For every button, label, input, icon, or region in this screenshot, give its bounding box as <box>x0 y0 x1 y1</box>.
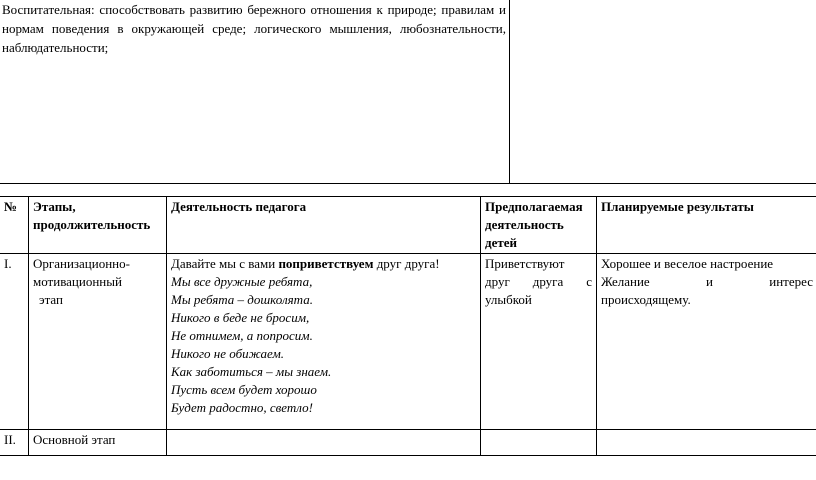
poem-line: Будет радостно, светло! <box>171 400 313 415</box>
results-line: происходящему. <box>601 292 691 307</box>
row-stage <box>29 254 167 430</box>
row-children <box>481 430 597 456</box>
poem-line: Пусть всем будет хорошо <box>171 382 317 397</box>
header-teacher: Деятельность педагога <box>167 197 481 254</box>
children-line: Приветствуют <box>485 256 565 271</box>
stage-text: Организационно-мотивационный <box>33 256 130 289</box>
poem-line: Как заботиться – мы знаем. <box>171 364 332 379</box>
goals-table <box>0 0 816 184</box>
row-results <box>597 430 816 456</box>
results-line: Хорошее и веселое настроение <box>601 256 774 271</box>
teacher-intro-bold: поприветствуем <box>278 256 374 271</box>
goal-text: Воспитательная: способствовать развитию бережного отношения к природе; правилам и нормам поведения в окружающей среде; логического мышления, любознательности, наблюдательности; <box>2 2 506 55</box>
poem-line: Никого в беде не бросим, <box>171 310 310 325</box>
row-teacher <box>167 430 481 456</box>
table-row <box>0 430 816 456</box>
row-children <box>481 254 597 430</box>
poem-line: Никого не обижаем. <box>171 346 285 361</box>
poem-line: Мы ребята – дошколята. <box>171 292 313 307</box>
header-children: Предполагаемая деятельность детей <box>481 197 597 254</box>
teacher-intro-post: друг друга! <box>373 256 440 271</box>
header-row <box>0 197 816 254</box>
header-results: Планируемые результаты <box>597 197 816 254</box>
header-num: № <box>0 197 29 254</box>
children-line: друг друга с <box>485 274 592 289</box>
children-line: улыбкой <box>485 292 532 307</box>
row-teacher <box>167 254 481 430</box>
row-stage: Основной этап <box>29 430 167 456</box>
table-row <box>0 254 816 430</box>
stage-text-2: этап <box>39 292 63 307</box>
poem-line: Мы все дружные ребята, <box>171 274 313 289</box>
poem-line: Не отнимем, а попросим. <box>171 328 313 343</box>
header-stages: Этапы, продолжительность <box>29 197 167 254</box>
results-line: Желание и интерес <box>601 274 813 289</box>
teacher-intro-pre: Давайте мы с вами <box>171 256 279 271</box>
row-num: II. <box>0 430 29 456</box>
lesson-table <box>0 196 816 456</box>
empty-cell <box>510 0 816 184</box>
goal-cell <box>0 0 510 184</box>
row-num: I. <box>0 254 29 430</box>
row-results <box>597 254 816 430</box>
